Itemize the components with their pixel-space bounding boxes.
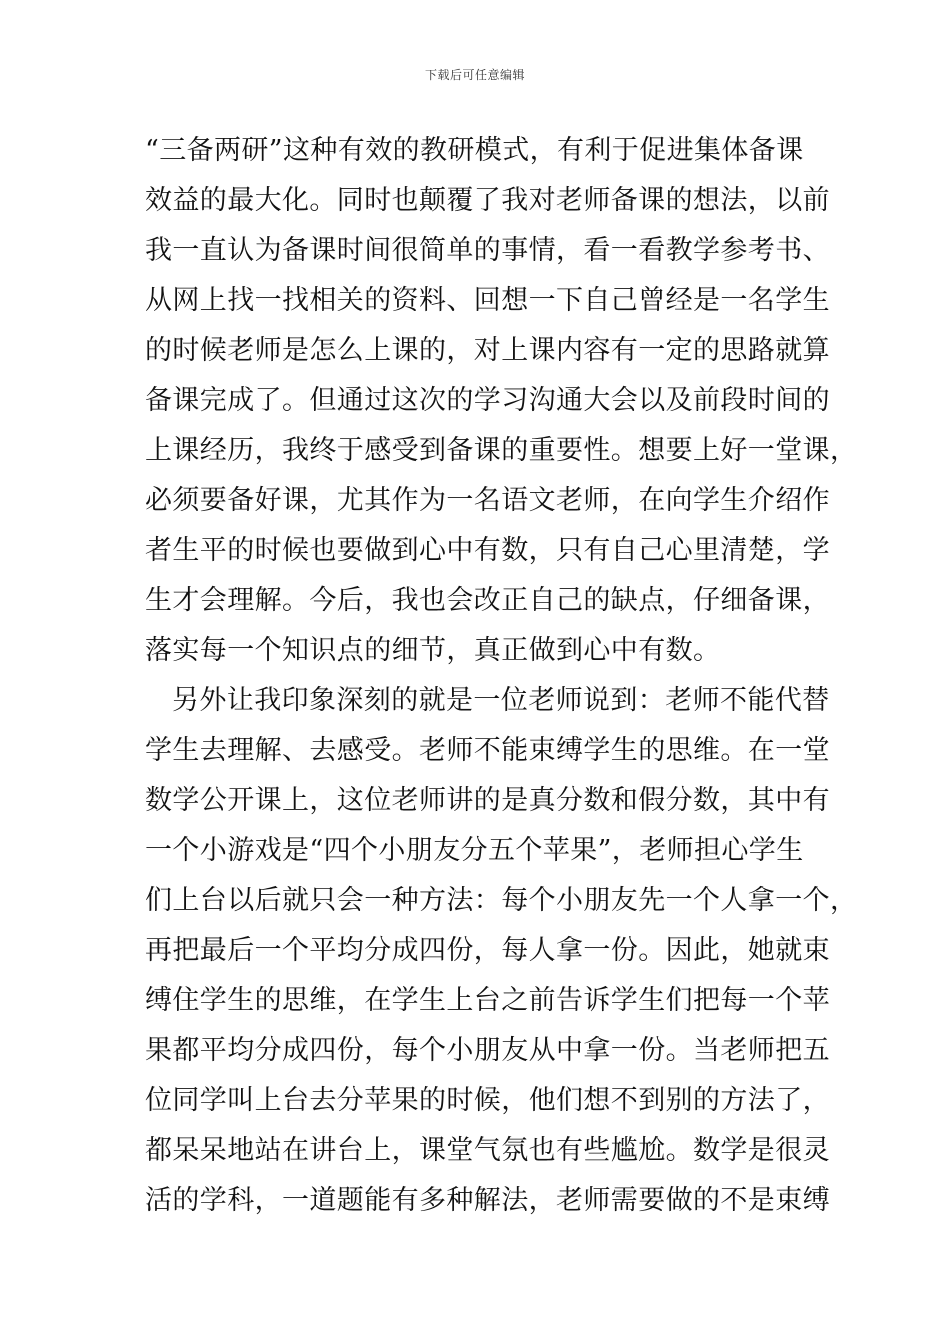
paragraph-1-line-7: 上课经历，我终于感受到备课的重要性。想要上好一堂课， — [145, 435, 858, 466]
paragraph-1-line-3: 我一直认为备课时间很简单的事情，看一看教学参考书、 — [145, 235, 830, 266]
paragraph-2-line-10: 都呆呆地站在讲台上，课堂气氛也有些尴尬。数学是很灵 — [145, 1135, 830, 1166]
paragraph-1-line-8: 必须要备好课，尤其作为一名语文老师，在向学生介绍作 — [145, 485, 830, 516]
paragraph-2-line-3: 数学公开课上，这位老师讲的是真分数和假分数，其中有 — [145, 785, 830, 816]
paragraph-2-line-11: 活的学科，一道题能有多种解法，老师需要做的不是束缚 — [145, 1185, 830, 1216]
document-body — [145, 126, 858, 1226]
paragraph-1-line-4: 从网上找一找相关的资料、回想一下自己曾经是一名学生 — [145, 285, 830, 316]
paragraph-1-line-5: 的时候老师是怎么上课的，对上课内容有一定的思路就算 — [145, 335, 830, 366]
paragraph-1-line-6: 备课完成了。但通过这次的学习沟通大会以及前段时间的 — [145, 385, 830, 416]
paragraph-1-line-10: 生才会理解。今后，我也会改正自己的缺点，仔细备课， — [145, 585, 830, 616]
paragraph-2-line-4: 一个小游戏是“四个小朋友分五个苹果”，老师担心学生 — [145, 835, 804, 866]
paragraph-2-line-2: 学生去理解、去感受。老师不能束缚学生的思维。在一堂 — [145, 735, 830, 766]
paragraph-2-line-1: 另外让我印象深刻的就是一位老师说到：老师不能代替 — [172, 685, 830, 716]
paragraph-1-line-11: 落实每一个知识点的细节，真正做到心中有数。 — [145, 635, 721, 666]
header-note: 下载后可任意编辑 — [424, 68, 525, 82]
paragraph-1-line-2: 效益的最大化。同时也颠覆了我对老师备课的想法，以前 — [145, 185, 830, 216]
paragraph-2-line-5: 们上台以后就只会一种方法：每个小朋友先一个人拿一个， — [145, 885, 858, 916]
paragraph-2-line-9: 位同学叫上台去分苹果的时候，他们想不到别的方法了， — [145, 1085, 830, 1116]
paragraph-1-line-9: 者生平的时候也要做到心中有数，只有自己心里清楚，学 — [145, 535, 830, 566]
paragraph-2-line-7: 缚住学生的思维，在学生上台之前告诉学生们把每一个苹 — [145, 985, 830, 1016]
paragraph-2-line-8: 果都平均分成四份，每个小朋友从中拿一份。当老师把五 — [145, 1035, 830, 1066]
paragraph-2-line-6: 再把最后一个平均分成四份，每人拿一份。因此，她就束 — [145, 935, 830, 966]
paragraph-1-line-1: “三备两研”这种有效的教研模式，有利于促进集体备课 — [145, 135, 804, 166]
